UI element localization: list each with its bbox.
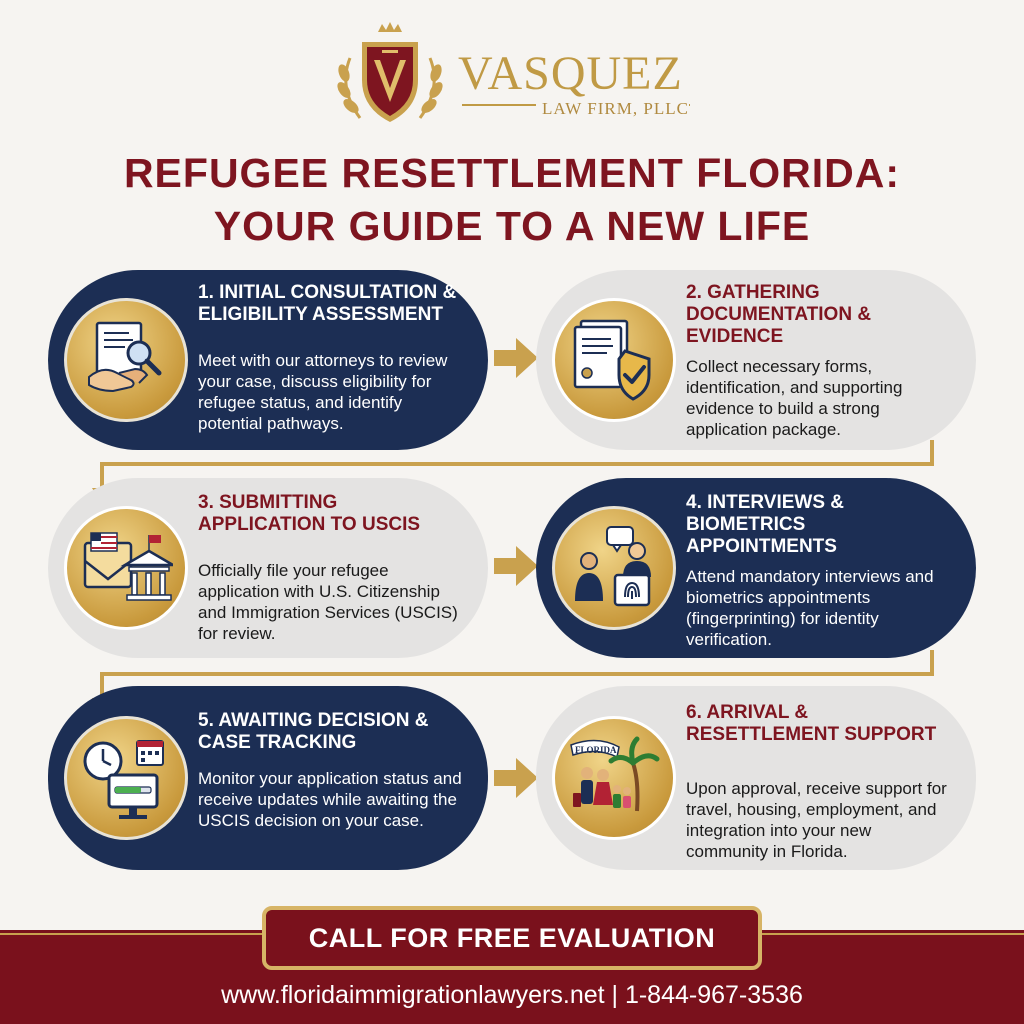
crest-icon: [330, 18, 450, 134]
contact-info-link[interactable]: www.floridaimmigrationlawyers.net | 1-844-967-3536: [221, 981, 803, 1009]
step-card-4[interactable]: [536, 478, 976, 658]
arrow-right-icon: [494, 336, 538, 380]
florida-sign-text: FLORIDA: [575, 745, 617, 755]
brand-name: VASQUEZ: [458, 47, 683, 100]
step-6-description: Upon approval, receive support for travel, housing, employment, and integration into your new community in Florida.: [686, 779, 947, 861]
step-3-title: 3. SUBMITTING APPLICATION TO USCIS: [198, 492, 421, 535]
step-3-description: Officially file your refugee application with U.S. Citizenship and Immigration Services (USCIS) for review.: [198, 561, 458, 643]
step-2-title: 2. GATHERING DOCUMENTATION & EVIDENCE: [686, 282, 872, 347]
headline-line-1: REFUGEE RESETTLEMENT FLORIDA:: [123, 150, 901, 196]
step-6-icon-badge: [552, 716, 676, 840]
step-card-2[interactable]: [536, 270, 976, 450]
step-4-title: 4. INTERVIEWS & BIOMETRICS APPOINTMENTS: [686, 492, 845, 557]
step-4-description: Attend mandatory interviews and biometrics appointments (fingerprinting) for identity verification.: [686, 567, 934, 649]
step-5-description: Monitor your application status and receive updates while awaiting the USCIS decision on your case.: [198, 769, 462, 830]
step-5-title: 5. AWAITING DECISION & CASE TRACKING: [198, 710, 429, 753]
arrow-right-icon: [494, 756, 538, 800]
step-1-icon-badge: [64, 298, 188, 422]
step-4-icon-badge: [552, 506, 676, 630]
envelope-courthouse-icon: [79, 521, 173, 615]
step-2-icon-badge: [552, 298, 676, 422]
step-card-6[interactable]: [536, 686, 976, 870]
step-1-title: 1. INITIAL CONSULTATION & ELIGIBILITY ASSESSMENT: [198, 282, 457, 325]
step-5-icon-badge: [64, 716, 188, 840]
interview-fingerprint-icon: [567, 521, 661, 615]
family-palm-tree-icon: [567, 731, 661, 825]
step-card-3[interactable]: [48, 478, 488, 658]
step-1-description: Meet with our attorneys to review your case, discuss eligibility for refugee status, and identify potential pathways.: [198, 351, 448, 433]
free-evaluation-button[interactable]: CALL FOR FREE EVALUATION: [262, 906, 762, 970]
headline-line-2: YOUR GUIDE TO A NEW LIFE: [213, 203, 811, 249]
step-2-description: Collect necessary forms, identification, and supporting evidence to build a strong application package.: [686, 357, 903, 439]
step-card-5[interactable]: [48, 686, 488, 870]
handshake-document-icon: [79, 313, 173, 407]
step-6-title: 6. ARRIVAL & RESETTLEMENT SUPPORT: [686, 702, 937, 745]
step-3-icon-badge: [64, 506, 188, 630]
brand-subtitle: LAW FIRM, PLLC: [536, 100, 689, 117]
arrow-right-icon: [494, 544, 538, 588]
documents-shield-icon: [567, 313, 661, 407]
firm-logo[interactable]: [330, 18, 710, 134]
step-card-1[interactable]: [48, 270, 488, 450]
clock-calendar-monitor-icon: [79, 731, 173, 825]
